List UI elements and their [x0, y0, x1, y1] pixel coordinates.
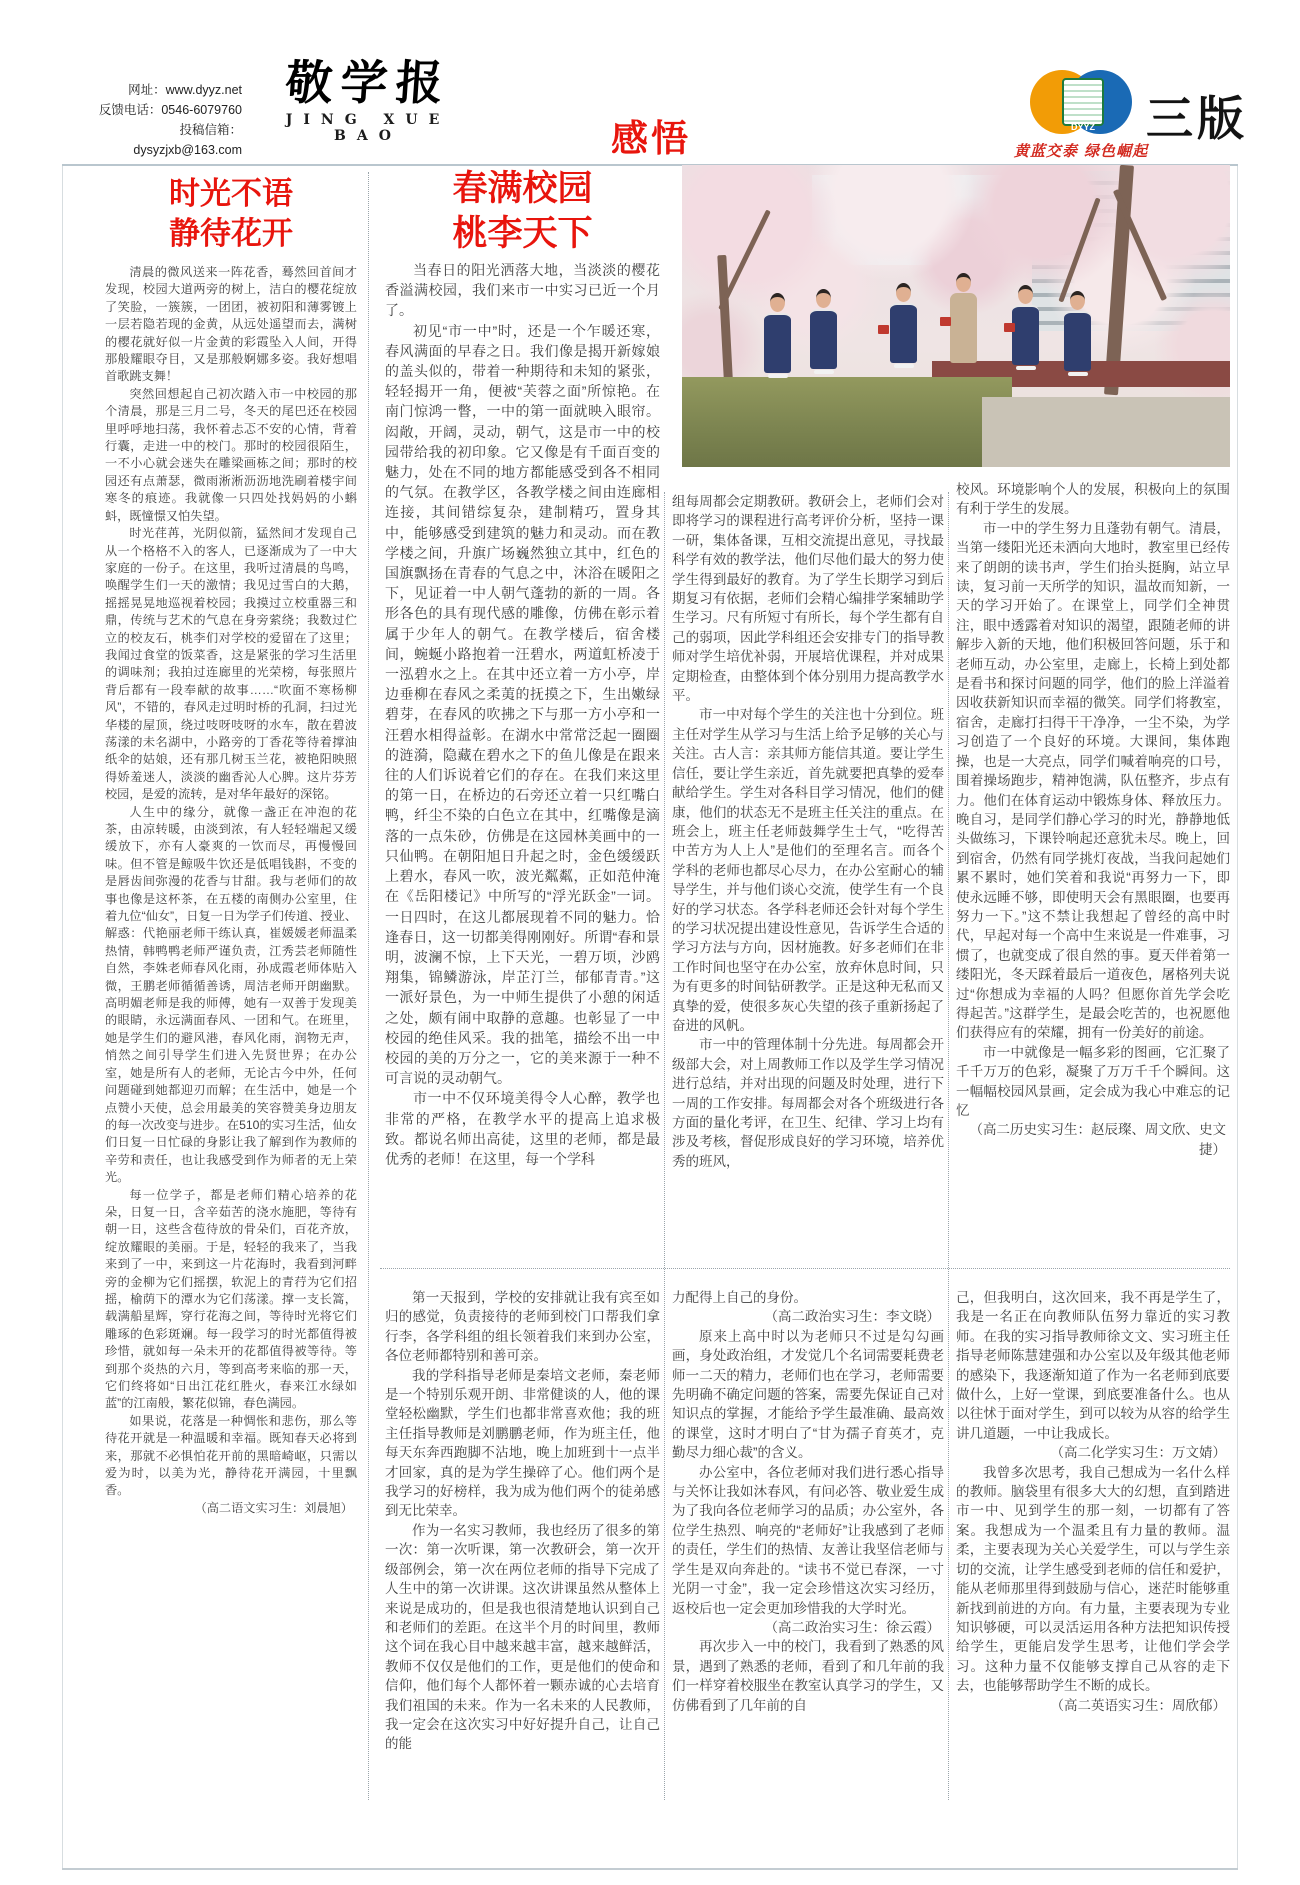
student-figure	[1064, 291, 1091, 376]
student-uniform	[1064, 311, 1091, 371]
paragraph: 人生中的缘分，就像一盏正在冲泡的花茶，由凉转暖，由淡到浓，有人轻轻端起又缓缓放下，亦有人豪爽的一饮而尽，再慢慢回味。但不管是鲸吸牛饮还是低唱钱斟，不变的是唇齿间弥漫的花香与甘甜。我与老师们的故事也像是这杯茶，在五楼的南侧办公室里，住着九位“仙女”，日复一日为学子们传道、授业、解惑：代艳丽老师干练认真，崔媛媛老师温柔热情，韩鸭鸭老师严谨负责，江秀芸老师随性自然，李姝老师春风化雨，孙成霞老师体贴入微，王鹏老师循循善诱，周洁老师开朗幽默。高明媚老师是我的师傅，她有一双善于发现美的眼睛，永远满面春风、一团和气。在班里，她是学生们的避风港，春风化雨，润物无声，悄然之间引导学生们进入先贤世界；在办公室，她是所有人的老师，无论古今中外，任何问题碰到她都迎刃而解；在生活中，她是一个点赞小天使，总会用最美的笑容赞美身边朋友的每一次改变与进步。在510的实习生活，仙女们日复一日忙碌的身影让我了解到作为教师的辛劳和责任，也让我感受到作为师者的无上荣光。	[105, 804, 357, 1185]
section-title: 感悟	[611, 118, 691, 159]
student-figure	[890, 283, 917, 368]
red-book	[940, 317, 951, 326]
paragraph: 第一天报到，学校的安排就让我有宾至如归的感觉，负责接待的老师到校门口帮我们拿行李，各学科组的组长领着我们来到办公室，各位老师都特别和善可亲。	[385, 1290, 660, 1364]
student-head	[1018, 285, 1033, 304]
byline-liwenxiao: （高二政治实习生：李文晓）	[764, 1309, 940, 1325]
paragraph: 市一中的学生努力且蓬勃有朝气。清晨，当第一缕阳光还未洒向大地时，教室里已经传来了朗朗的读书声，学生们抬头挺胸，站立早读，复习前一天所学的知识，温故而知新，一天的学习开始了。在课堂上，同学们全神贯注，眼中透露着对知识的渴望，跟随老师的讲解步入新的天地，他们积极回答问题，乐于和老师互动，办公室里，走廊上，长椅上到处都是看书和探讨问题的同学，他们的脸上洋溢着因收获新知识而幸福的微笑。同学们将教室，宿舍，走廊打扫得干干净净，一尘不染，为学习创造了一个良好的环境。大课间，集体跑操，也是一大亮点，同学们喊着响亮的口号，围着操场跑步，精神饱满，队伍整齐，步点有力。他们在体育运动中锻炼身体、释放压力。晚自习，是同学们静心学习的时光，静静地低头做练习，下课铃响起还意犹未尽。晚上，回到宿舍，仍然有同学挑灯夜战，当我问起她们累不累时，她们笑着和我说“再努力一下，即使永远睡不够，即使明天会有黑眼圈，也要再努力一下。”这不禁让我想起了曾经的高中时代，早起对每一个高中生来说是一件难事，习惯了，也就变成了很自然的事。夏天伴着第一缕阳光，冬天踩着最后一道夜色，屠格列夫说过“你想成为幸福的人吗？但愿你首先学会吃得起苦。”这群学生，是最会吃苦的，也祝愿他们获得应有的荣耀，拥有一份美好的前途。	[956, 520, 1230, 1041]
teacher-figure	[950, 273, 977, 363]
student-head	[1070, 291, 1085, 310]
article1-body	[105, 264, 357, 1517]
red-book	[1004, 323, 1015, 332]
paragraph: 原来上高中时以为老师只不过是勾勾画画，身处政治组，才发觉几个名词需要耗费老师一二天的精力，老师们也在学习，老师需要先明确不确定问题的答案，需要先保证自己对知识点的掌握，才能给予学生最准确、最高效的课堂，这时才明白了“甘为孺子育英才，克勤尽力细心裁”的含义。	[672, 1328, 944, 1461]
article2-column-1	[385, 260, 660, 1260]
paragraph: 突然回想起自己初次踏入市一中校园的那个清晨，那是三月二号，冬天的尾巴还在校园里呼呼地扫荡，我怀着忐忑不安的心情，背着行囊，走进一中的校门。那时的校园很陌生，一不小心就会迷失在雕梁画栋之间；那时的校园还有点萧瑟，微雨淅淅沥沥地洗刷着楼宇间寒冬的痕迹。我就像一只四处找妈妈的小蝌蚪，既憧憬又怕失望。	[105, 386, 357, 523]
paragraph: 校风。环境影响个人的发展，积极向上的氛围有利于学生的发展。	[956, 482, 1230, 517]
masthead-pinyin: JING XUE BAO	[285, 112, 451, 144]
paragraph: 时光荏苒，光阴似箭，猛然间才发现自己从一个格格不入的客人，已逐渐成为了一中大家庭的一份子。在这里，我听过清晨的鸟鸣，唤醒学生们一天的激情；我见过雪白的大鹅，摇摇晃晃地巡视着校园；我摸过立校重器三和鼎，传统与艺术的气息在身旁萦绕；我数过伫立的校友石，桃李们对学校的爱留在了这里；我闻过食堂的饭菜香，这是紧张的学习生活里的调味剂；我拍过连廊里的光荣榜，每张照片背后都有一段奉献的故事……“吹面不寒杨柳风”，不错的，春风走过明时桥的孔洞，扫过光华楼的屋顶，绕过吱呀吱呀的水车，散在碧波荡漾的未名湖中，小路旁的丁香花等待着撑油纸伞的姑娘，还有那几树玉兰花，被艳阳映照得娇羞迷人，淡淡的幽香沁人心脾。这片芬芳校园，是爱的流转，是对华年最好的深铭。	[105, 526, 357, 802]
article2-title-line2: 桃李天下	[452, 214, 593, 253]
student-uniform	[810, 309, 837, 369]
page-left-border	[62, 166, 63, 1868]
student-head	[770, 293, 785, 312]
paragraph: 再次步入一中的校门，我看到了熟悉的风景，遇到了熟悉的老师，看到了和几年前的我们一样穿着校服坐在教室认真学习的学生，又仿佛看到了几年前的自	[672, 1639, 944, 1713]
page-right-border	[1237, 166, 1238, 1868]
logo-text: DYYZ	[1070, 122, 1095, 132]
article2-column-2	[672, 492, 944, 1262]
masthead-title: 敬学报	[283, 56, 453, 111]
campus-photo	[682, 165, 1230, 467]
contact-info	[84, 80, 242, 160]
student-uniform	[890, 303, 917, 363]
contact-phone: 反馈电话：0546-6079760	[98, 103, 242, 117]
paragraph: 市一中不仅环境美得令人心醉，教学也非常的严格，在教学水平的提高上追求极致。都说名师出高徒，这里的老师，都是最优秀的老师！在这里，每一个学科	[385, 1090, 660, 1167]
paragraph: 市一中的管理体制十分先进。每周都会开级部大会，对上周教师工作以及学生学习情况进行总结，并对出现的问题及时处理，进行下一周的工作安排。每周都会对各个班级进行各方面的量化考评，在卫生、纪律、学习上均有涉及考核，督促形成良好的学习环境，培养优秀的班风，	[672, 1037, 944, 1169]
student-shoes	[768, 374, 788, 378]
section-separator	[380, 1268, 1230, 1269]
photo-path	[982, 397, 1230, 467]
school-logo-icon	[1028, 70, 1140, 138]
paragraph: 初见“市一中”时，还是一个乍暖还寒，春风满面的早春之日。我们像是揭开新嫁娘的盖头似的，带着一种期待和未知的紧张，轻轻揭开一角，便被“芙蓉之面”所惊艳。在南门惊鸿一瞥，一中的第一面就映入眼帘。闳敞，开阔，灵动，朝气，这是市一中的校园带给我的初印象。它又像是有千面百变的魅力，处在不同的地方都能感受到各不相同的气氛。在教学区，各教学楼之间由连廊相连接，其间错综复杂，建制精巧，置身其中，能够感受到建筑的魅力和灵动。而在教学楼之间，升旗广场巍然独立其中，红色的国旗飘扬在青春的气息之中，沐浴在暖阳之下，见证着一中人朝气蓬勃的新的一周。各形各色的具有现代感的雕像，仿佛在彰示着属于少年人的朝气。在教学楼后，宿舍楼间，蜿蜒小路抱着一汪碧水，两道虹桥凌于一泓碧水之上。在其中还立着一方小亭，岸边垂柳在春风之柔荑的抚摸之下，生出嫩绿碧芽，在春风的吹拂之下与那一方小亭和一汪碧水相得益彰。在湖水中常常泛起一圈圈的涟漪，隐藏在碧水之下的鱼儿像是在跟来往的人们诉说着它们的存在。在我们来这里的第一日，在桥边的石旁还立着一只红嘴白鸭，纤尘不染的白色立在其中，红嘴像是滴落的一点朱砂，仿佛是在这园林美画中的一只仙鸭。在朝阳旭日升起之时，金色缓缓跃上碧水，春风一吹，波光粼粼，正如范仲淹在《岳阳楼记》中所写的“浮光跃金”一词。一日四时，在这儿都展现着不同的魅力。恰逢春日，这一切都美得刚刚好。所谓“春和景明，波澜不惊，上下天光，一碧万顷，沙鸥翔集，锦鳞游泳，岸芷汀兰，郁郁青青。”这一派好景色，为一中师生提供了小憩的闲适之处，颇有闹中取静的意趣。也彰显了一中校园的绝佳风采。我的拙笔，描绘不出一中校园的美的万分之一，它的美来源于一种不可言说的灵动朝气。	[385, 322, 660, 1087]
red-book	[878, 325, 889, 334]
paragraph: 作为一名实习教师，我也经历了很多的第一次：第一次听课，第一次教研会，第一次开级部例会，第一次在两位老师的指导下完成了人生中的第一次讲课。这次讲课虽然从整体上来说是成功的，但是我也很清楚地认识到自己和老师们的差距。在这半个月的时间里，教师这个词在我心目中越来越丰富，越来越鲜活，教师不仅仅是他们的工作，更是他们的使命和信仰，他们每个人都怀着一颗赤诚的心去培育我们祖国的未来。作为一名未来的人民教师，我一定会在这次实习中好好提升自己，让自己的能	[385, 1522, 660, 1752]
article2-title-line1: 春满校园	[452, 169, 593, 208]
page-bottom-border	[62, 1868, 1238, 1870]
paragraph: 清晨的微风送来一阵花香，蓦然回首间才发现，校园大道两旁的树上，洁白的樱花绽放了笑脸，一簇簇，一团团，被初阳和薄雾镀上一层若隐若现的金黄，从远处遥望而去，满树的樱花就好似一片金黄的彩霞坠入人间，开得那般耀眼夺目，又是那般婀娜多姿。我好想唱首歌跳支舞！	[105, 265, 357, 384]
paragraph: 办公室中，各位老师对我们进行悉心指导与关怀让我如沐春风，有问必答、敬业爱生成为了我向各位老师学习的品质；办公室外，各位学生热烈、响亮的“老师好”让我感到了老师的责任，学生们的热情、友善让我坚信老师与学生是双向奔赴的。“读书不觉已春深，一寸光阴一寸金”，我一定会珍惜这次实习经历，返校后也一定会更加珍惜我的大学时光。	[672, 1464, 944, 1616]
student-figure	[764, 293, 791, 378]
student-head	[816, 289, 831, 308]
column-rule-3	[948, 492, 949, 1800]
paragraph: 市一中对每个学生的关注也十分到位。班主任对学生从学习与生活上给予足够的关心与关注。古人言：亲其师方能信其道。要让学生信任，要让学生亲近，首先就要把真挚的爱奉献给学生。学生对各科目学习情况，他们的健康，他们的状态无不是班主任关注的重点。在班会上，班主任老师鼓舞学生士气，“吃得苦中苦方为人上人”是他们的至理名言。而各个学科的老师也都尽心尽力，在办公室耐心的辅导学生，并与他们谈心交流，使学生有一个良好的学习状态。各学科老师还会针对每个学生的学习状况提出建设性意见，告诉学生合适的学习方法与方向，因材施教。好多老师们在非工作时间也坚守在办公室，放弃休息时间，只为有更多的时间钻研教学。正是这种无私而又真挚的爱，使很多灰心失望的孩子重新扬起了奋进的风帆。	[672, 707, 944, 1033]
article2-title	[385, 166, 660, 256]
article1-byline: （高二语文实习生：刘晨旭）	[194, 1500, 353, 1515]
photo-grass	[682, 377, 1012, 467]
contact-website: 网址：www.dyyz.net	[128, 83, 242, 97]
student-uniform	[1012, 305, 1039, 365]
teacher-head	[956, 273, 971, 292]
student-shoes	[814, 370, 834, 374]
article2-byline: （高二历史实习生：赵辰璨、周文欣、史文捷）	[969, 1122, 1226, 1157]
logo-building-icon	[1062, 78, 1104, 126]
paragraph: 组每周都会定期教研。教研会上，老师们会对即将学习的课程进行高考评价分析，坚持一课一研，集体备课，互相交流提出意见，寻找最科学有效的教学法，他们尽他们最大的努力使学生得到最好的教育。为了学生长期学习到后期复习有依据，老师们会精心编排学案辅助学生学习。尺有所短寸有所长，每个学生都有自己的弱项，因此学科组还会安排专门的指导教师对学生培优补弱，开展培优课程，并对成果定期检查，由整体到个体分别用力提高教学水平。	[672, 494, 944, 704]
student-shoes	[894, 364, 914, 368]
paragraph: 我曾多次思考，我自己想成为一名什么样的教师。脑袋里有很多大大的幻想，直到踏进市一中、见到学生的那一刻，一切都有了答案。我想成为一个温柔且有力量的教师。温柔，主要表现为关心关爱学生，可以与学生亲切的交流，让学生感受到老师的信任和爱护，能从老师那里得到鼓励与信心，迷茫时能够重新找到前进的方向。有力量，主要表现为专业知识够硬，可以灵活运用各种方法把知识传授给学生，更能启发学生思考，让他们学会学习。这种力量不仅能够支撑自己从容的走下去，也能够帮助学生不断的成长。	[956, 1464, 1230, 1694]
column-rule-1	[368, 172, 369, 1800]
byline-wanwenjing: （高二化学实习生：万文婧）	[1050, 1445, 1226, 1461]
bottom-column-1	[385, 1288, 660, 1754]
bottom-column-2	[672, 1288, 944, 1715]
paragraph: 我的学科指导老师是秦培文老师，秦老师是一个特别乐观开朗、非常健谈的人，他的课堂轻松幽默，学生们也都非常喜欢他；我的班主任指导教师是刘鹏鹏老师，作为班主任，他每天东奔西跑脚不沾地，晚上加班到十一点半才回家，真的是为学生操碎了心。他们两个是我学习的好榜样，我为成为他们两个的徒弟感到无比荣幸。	[385, 1367, 660, 1519]
byline-xuyunxia: （高二政治实习生：徐云霞）	[764, 1619, 940, 1635]
article1-title-line2: 静待花开	[169, 216, 293, 251]
paragraph: 如果说，花落是一种惆怅和悲伤，那么等待花开就是一种温暖和幸福。既知春天必将到来，那就不必惧怕花开前的黑暗崎岖，只需以爱为时，以美为光，静待花开满园，十里飘香。	[105, 1413, 357, 1498]
student-shoes	[1016, 366, 1036, 370]
student-figure	[1012, 285, 1039, 370]
contact-email: 投稿信箱：dysyzjxb@163.com	[133, 123, 242, 157]
byline-zhouxinyu: （高二英语实习生：周欣郁）	[1050, 1697, 1226, 1713]
teacher-coat	[950, 293, 977, 363]
student-uniform	[764, 313, 791, 373]
column-rule-2	[664, 492, 665, 1800]
paragraph: 己，但我明白，这次回来，我不再是学生了，我是一名正在向教师队伍努力靠近的实习教师。在我的实习指导教师徐文文、实习班主任指导老师陈慧建强和办公室以及年级其他老师的感染下，我逐渐知道了作为一名老师到底要做什么，上好一堂课，到底要准备什么。也从以往怵于面对学生，到可以较为从容的给学生讲几道题，一中让我成长。	[956, 1290, 1230, 1441]
masthead	[248, 58, 488, 144]
article1-title-line1: 时光不语	[169, 176, 293, 211]
slogan: 黄蓝交泰 绿色崛起	[1013, 142, 1149, 160]
student-figure	[810, 289, 837, 374]
paragraph: 市一中就像是一幅多彩的图画，它汇聚了千千万万的色彩，凝聚了万万千千个瞬间。这一幅幅校园风景画，定会成为我心中难忘的记忆	[956, 1044, 1230, 1118]
article2-column-3	[956, 480, 1230, 1262]
student-shoes	[1068, 372, 1088, 376]
student-head	[896, 283, 911, 302]
page-number: 三版	[1146, 92, 1248, 147]
paragraph: 当春日的阳光洒落大地，当淡淡的樱花香溢满校园，我们来市一中实习已近一个月了。	[385, 262, 660, 319]
paragraph: 每一位学子，都是老师们精心培养的花朵，日复一日，含辛茹苦的浇水施肥，等待有朝一日，这些含苞待放的骨朵们，百花齐放，绽放耀眼的美丽。于是，轻轻的我来了，当我来到了一中，来到这一片花海时，我看到河畔旁的金柳为它们摇摆，软泥上的青荇为它们招摇，榆荫下的潭水为它们荡漾。撑一支长篙，载满船星辉，穿行花海之间，等待时光将它们雕琢的色彩斑斓。每一段学习的时光都值得被珍惜，就如每一朵未开的花都值得被等待。等到那个炎热的六月，等到高考来临的那一天，它们终将如“日出江花红胜火，春来江水绿如蓝”的江南般，繁花似锦，春色满园。	[105, 1187, 357, 1411]
article1-title	[105, 174, 357, 254]
paragraph: 力配得上自己的身份。	[672, 1290, 807, 1305]
bottom-column-3	[956, 1288, 1230, 1715]
